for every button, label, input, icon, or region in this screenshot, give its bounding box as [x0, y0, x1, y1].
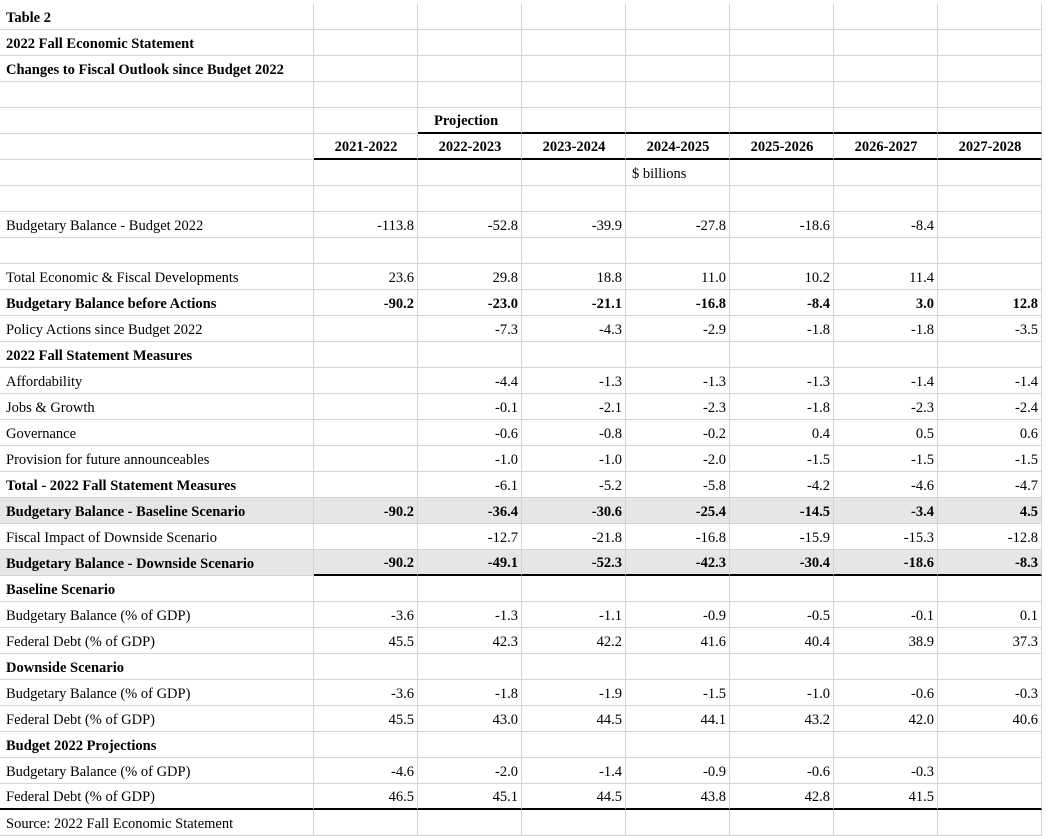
row-baseline-balance-gdp [0, 602, 1046, 628]
row-balance-before-actions [0, 290, 1046, 316]
value-cell-2021-2022: -3.6 [314, 602, 418, 628]
row-b22-balance-gdp [0, 758, 1046, 784]
value-cell-2026-2027: -0.3 [834, 758, 938, 784]
value-cell-2027-2028 [938, 758, 1042, 784]
value-cell-2023-2024: -1.9 [522, 680, 626, 706]
value-cell-2025-2026: -1.3 [730, 368, 834, 394]
year-header-2021-2022: 2021-2022 [314, 134, 418, 160]
value-cell-2024-2025: -1.3 [626, 368, 730, 394]
empty-cell [418, 732, 522, 758]
empty-cell [834, 186, 938, 212]
value-cell-2023-2024: -39.9 [522, 212, 626, 238]
value-cell-2025-2026: -1.8 [730, 316, 834, 342]
value-cell-2024-2025: -16.8 [626, 290, 730, 316]
value-cell-2027-2028: -12.8 [938, 524, 1042, 550]
value-cell-2025-2026: -15.9 [730, 524, 834, 550]
empty-cell [0, 134, 314, 160]
empty-cell [418, 342, 522, 368]
value-cell-2026-2027: -18.6 [834, 550, 938, 576]
year-header-2024-2025: 2024-2025 [626, 134, 730, 160]
empty-cell [314, 810, 418, 836]
statement-title [0, 30, 1046, 56]
row-label: Budgetary Balance before Actions [0, 290, 314, 316]
empty-cell [522, 654, 626, 680]
year-header-2022-2023: 2022-2023 [418, 134, 522, 160]
empty-cell [834, 732, 938, 758]
source-note [0, 810, 1046, 836]
row-budget-2022 [0, 212, 1046, 238]
row-baseline-balance [0, 498, 1046, 524]
empty-cell [314, 160, 418, 186]
value-cell-2022-2023: 43.0 [418, 706, 522, 732]
empty-cell [730, 30, 834, 56]
empty-cell [522, 108, 626, 134]
value-cell-2023-2024: -2.1 [522, 394, 626, 420]
value-cell-2022-2023: -49.1 [418, 550, 522, 576]
row-label: Budgetary Balance - Baseline Scenario [0, 498, 314, 524]
row-label: Federal Debt (% of GDP) [0, 706, 314, 732]
empty-cell [522, 576, 626, 602]
units-row [0, 160, 1046, 186]
value-cell-2026-2027: -2.3 [834, 394, 938, 420]
empty-cell [522, 810, 626, 836]
year-header-2025-2026: 2025-2026 [730, 134, 834, 160]
empty-cell [314, 108, 418, 134]
row-downside-debt-gdp [0, 706, 1046, 732]
value-cell-2026-2027: -1.8 [834, 316, 938, 342]
empty-cell [314, 30, 418, 56]
empty-cell [626, 732, 730, 758]
value-cell-2026-2027: -0.1 [834, 602, 938, 628]
value-cell-2022-2023: -0.1 [418, 394, 522, 420]
value-cell-2022-2023: -1.3 [418, 602, 522, 628]
value-cell-2022-2023: -1.8 [418, 680, 522, 706]
empty-cell [626, 4, 730, 30]
section-fall-measures-label: 2022 Fall Statement Measures [0, 342, 314, 368]
empty-cell [418, 576, 522, 602]
empty-cell [418, 186, 522, 212]
empty-cell [418, 82, 522, 108]
spacer-row [0, 238, 1046, 264]
value-cell-2027-2028 [938, 212, 1042, 238]
empty-cell [834, 82, 938, 108]
empty-cell [626, 186, 730, 212]
section-baseline-scenario [0, 576, 1046, 602]
statement-title-text: 2022 Fall Economic Statement [0, 30, 314, 56]
year-header-2023-2024: 2023-2024 [522, 134, 626, 160]
value-cell-2023-2024: -52.3 [522, 550, 626, 576]
value-cell-2023-2024: -21.8 [522, 524, 626, 550]
value-cell-2022-2023: 45.1 [418, 784, 522, 810]
value-cell-2025-2026: 40.4 [730, 628, 834, 654]
empty-cell [314, 342, 418, 368]
empty-cell [730, 56, 834, 82]
value-cell-2023-2024: 44.5 [522, 784, 626, 810]
value-cell-2025-2026: -1.0 [730, 680, 834, 706]
value-cell-2025-2026: -8.4 [730, 290, 834, 316]
value-cell-2027-2028: -1.5 [938, 446, 1042, 472]
empty-cell [730, 108, 834, 134]
value-cell-2024-2025: 43.8 [626, 784, 730, 810]
empty-cell [418, 30, 522, 56]
empty-cell [626, 108, 730, 134]
row-baseline-debt-gdp [0, 628, 1046, 654]
value-cell-2021-2022: 23.6 [314, 264, 418, 290]
row-label: Provision for future announceables [0, 446, 314, 472]
section-fall-measures [0, 342, 1046, 368]
empty-cell [938, 56, 1042, 82]
empty-cell [626, 654, 730, 680]
value-cell-2026-2027: -3.4 [834, 498, 938, 524]
value-cell-2024-2025: 44.1 [626, 706, 730, 732]
value-cell-2027-2028: 4.5 [938, 498, 1042, 524]
row-label: Fiscal Impact of Downside Scenario [0, 524, 314, 550]
value-cell-2023-2024: 44.5 [522, 706, 626, 732]
empty-cell [626, 342, 730, 368]
empty-cell [834, 160, 938, 186]
year-header-row [0, 134, 1046, 160]
empty-cell [626, 576, 730, 602]
value-cell-2026-2027: 3.0 [834, 290, 938, 316]
empty-cell [938, 4, 1042, 30]
row-label: Jobs & Growth [0, 394, 314, 420]
value-cell-2023-2024: 18.8 [522, 264, 626, 290]
row-label: Governance [0, 420, 314, 446]
empty-cell [938, 654, 1042, 680]
value-cell-2027-2028: -2.4 [938, 394, 1042, 420]
empty-cell [418, 160, 522, 186]
empty-cell [626, 30, 730, 56]
value-cell-2024-2025: -25.4 [626, 498, 730, 524]
table-subtitle [0, 56, 1046, 82]
row-downside-impact [0, 524, 1046, 550]
empty-cell [938, 30, 1042, 56]
empty-cell [834, 30, 938, 56]
row-label: Budgetary Balance (% of GDP) [0, 602, 314, 628]
value-cell-2024-2025: -2.0 [626, 446, 730, 472]
empty-cell [314, 82, 418, 108]
table-subtitle-text: Changes to Fiscal Outlook since Budget 2022 [0, 56, 314, 82]
empty-cell [0, 82, 314, 108]
value-cell-2026-2027: 42.0 [834, 706, 938, 732]
row-b22-debt-gdp [0, 784, 1046, 810]
projection-header-row [0, 108, 1046, 134]
value-cell-2027-2028: -0.3 [938, 680, 1042, 706]
empty-cell [626, 238, 730, 264]
empty-cell [522, 238, 626, 264]
empty-cell [834, 576, 938, 602]
row-policy-actions [0, 316, 1046, 342]
table-label [0, 4, 1046, 30]
value-cell-2022-2023: 42.3 [418, 628, 522, 654]
empty-cell [522, 56, 626, 82]
value-cell-2024-2025: -0.9 [626, 758, 730, 784]
empty-cell [626, 56, 730, 82]
empty-cell [938, 576, 1042, 602]
value-cell-2021-2022: -90.2 [314, 550, 418, 576]
value-cell-2027-2028: 12.8 [938, 290, 1042, 316]
value-cell-2021-2022: -90.2 [314, 498, 418, 524]
value-cell-2021-2022: -113.8 [314, 212, 418, 238]
value-cell-2026-2027: 38.9 [834, 628, 938, 654]
section-budget-2022-projections-label: Budget 2022 Projections [0, 732, 314, 758]
value-cell-2025-2026: -0.6 [730, 758, 834, 784]
empty-cell [938, 810, 1042, 836]
empty-cell [0, 186, 314, 212]
section-baseline-scenario-label: Baseline Scenario [0, 576, 314, 602]
row-label: Budgetary Balance - Budget 2022 [0, 212, 314, 238]
row-label: Budgetary Balance (% of GDP) [0, 680, 314, 706]
empty-cell [522, 160, 626, 186]
row-label: Policy Actions since Budget 2022 [0, 316, 314, 342]
row-label: Total Economic & Fiscal Developments [0, 264, 314, 290]
empty-cell [938, 732, 1042, 758]
value-cell-2025-2026: -14.5 [730, 498, 834, 524]
value-cell-2025-2026: -0.5 [730, 602, 834, 628]
value-cell-2022-2023: 29.8 [418, 264, 522, 290]
value-cell-2027-2028: 0.6 [938, 420, 1042, 446]
row-total-fall-measures [0, 472, 1046, 498]
value-cell-2026-2027: 0.5 [834, 420, 938, 446]
value-cell-2025-2026: 43.2 [730, 706, 834, 732]
empty-cell [730, 810, 834, 836]
value-cell-2021-2022: -4.6 [314, 758, 418, 784]
value-cell-2026-2027: -1.4 [834, 368, 938, 394]
empty-cell [418, 810, 522, 836]
empty-cell [626, 810, 730, 836]
value-cell-2027-2028: -4.7 [938, 472, 1042, 498]
empty-cell [314, 56, 418, 82]
value-cell-2021-2022 [314, 394, 418, 420]
empty-cell [0, 238, 314, 264]
empty-cell [418, 238, 522, 264]
empty-cell [938, 342, 1042, 368]
source-note-text: Source: 2022 Fall Economic Statement [0, 810, 314, 836]
value-cell-2024-2025: -16.8 [626, 524, 730, 550]
row-label: Federal Debt (% of GDP) [0, 628, 314, 654]
value-cell-2023-2024: -30.6 [522, 498, 626, 524]
empty-cell [314, 4, 418, 30]
empty-cell [626, 82, 730, 108]
value-cell-2024-2025: -42.3 [626, 550, 730, 576]
value-cell-2022-2023: -52.8 [418, 212, 522, 238]
empty-cell [418, 4, 522, 30]
row-provision-announceables [0, 446, 1046, 472]
empty-cell [314, 654, 418, 680]
value-cell-2027-2028: 40.6 [938, 706, 1042, 732]
value-cell-2022-2023: -2.0 [418, 758, 522, 784]
value-cell-2021-2022: -3.6 [314, 680, 418, 706]
value-cell-2027-2028: 0.1 [938, 602, 1042, 628]
value-cell-2021-2022 [314, 446, 418, 472]
empty-cell [730, 654, 834, 680]
value-cell-2021-2022 [314, 368, 418, 394]
empty-cell [522, 186, 626, 212]
value-cell-2025-2026: -1.5 [730, 446, 834, 472]
value-cell-2024-2025: -2.3 [626, 394, 730, 420]
empty-cell [0, 160, 314, 186]
empty-cell [522, 342, 626, 368]
value-cell-2026-2027: -15.3 [834, 524, 938, 550]
empty-cell [418, 654, 522, 680]
value-cell-2024-2025: -5.8 [626, 472, 730, 498]
value-cell-2027-2028: -3.5 [938, 316, 1042, 342]
empty-cell [834, 238, 938, 264]
value-cell-2025-2026: 0.4 [730, 420, 834, 446]
empty-cell [522, 82, 626, 108]
empty-cell [938, 160, 1042, 186]
row-label: Affordability [0, 368, 314, 394]
value-cell-2026-2027: -4.6 [834, 472, 938, 498]
value-cell-2026-2027: -8.4 [834, 212, 938, 238]
value-cell-2025-2026: -30.4 [730, 550, 834, 576]
section-downside-scenario-label: Downside Scenario [0, 654, 314, 680]
value-cell-2023-2024: -1.3 [522, 368, 626, 394]
value-cell-2024-2025: -1.5 [626, 680, 730, 706]
value-cell-2023-2024: -21.1 [522, 290, 626, 316]
empty-cell [834, 108, 938, 134]
empty-cell [314, 732, 418, 758]
empty-cell [730, 186, 834, 212]
row-label: Budgetary Balance - Downside Scenario [0, 550, 314, 576]
empty-cell [938, 82, 1042, 108]
empty-cell [522, 30, 626, 56]
value-cell-2023-2024: -1.1 [522, 602, 626, 628]
value-cell-2025-2026: -18.6 [730, 212, 834, 238]
empty-cell [730, 342, 834, 368]
empty-cell [730, 160, 834, 186]
row-affordability [0, 368, 1046, 394]
value-cell-2021-2022: 45.5 [314, 628, 418, 654]
empty-cell [730, 576, 834, 602]
value-cell-2026-2027: -1.5 [834, 446, 938, 472]
empty-cell [938, 238, 1042, 264]
empty-cell [834, 4, 938, 30]
empty-cell [730, 238, 834, 264]
row-economic-fiscal-developments [0, 264, 1046, 290]
row-governance [0, 420, 1046, 446]
value-cell-2024-2025: -2.9 [626, 316, 730, 342]
empty-cell [314, 238, 418, 264]
value-cell-2021-2022 [314, 420, 418, 446]
section-budget-2022-projections [0, 732, 1046, 758]
empty-cell [0, 108, 314, 134]
value-cell-2026-2027: 41.5 [834, 784, 938, 810]
value-cell-2027-2028 [938, 264, 1042, 290]
value-cell-2025-2026: -1.8 [730, 394, 834, 420]
empty-cell [834, 342, 938, 368]
empty-cell [730, 732, 834, 758]
value-cell-2026-2027: 11.4 [834, 264, 938, 290]
empty-cell [522, 732, 626, 758]
row-jobs-growth [0, 394, 1046, 420]
row-downside-balance-gdp [0, 680, 1046, 706]
section-downside-scenario [0, 654, 1046, 680]
value-cell-2024-2025: -0.9 [626, 602, 730, 628]
value-cell-2021-2022 [314, 472, 418, 498]
empty-cell [834, 56, 938, 82]
empty-cell [938, 108, 1042, 134]
value-cell-2024-2025: -0.2 [626, 420, 730, 446]
empty-cell [314, 186, 418, 212]
value-cell-2023-2024: -4.3 [522, 316, 626, 342]
value-cell-2024-2025: -27.8 [626, 212, 730, 238]
projection-label: Projection [418, 108, 522, 134]
row-label: Budgetary Balance (% of GDP) [0, 758, 314, 784]
value-cell-2022-2023: -0.6 [418, 420, 522, 446]
value-cell-2021-2022: 46.5 [314, 784, 418, 810]
value-cell-2022-2023: -12.7 [418, 524, 522, 550]
empty-cell [730, 4, 834, 30]
row-downside-balance [0, 550, 1046, 576]
value-cell-2027-2028: -1.4 [938, 368, 1042, 394]
value-cell-2023-2024: -1.0 [522, 446, 626, 472]
value-cell-2025-2026: -4.2 [730, 472, 834, 498]
empty-cell [314, 576, 418, 602]
value-cell-2021-2022 [314, 316, 418, 342]
empty-cell [418, 56, 522, 82]
row-label: Total - 2022 Fall Statement Measures [0, 472, 314, 498]
value-cell-2022-2023: -36.4 [418, 498, 522, 524]
value-cell-2021-2022 [314, 524, 418, 550]
empty-cell [834, 810, 938, 836]
empty-cell [834, 654, 938, 680]
value-cell-2025-2026: 42.8 [730, 784, 834, 810]
table-label-text: Table 2 [0, 4, 314, 30]
units-label: $ billions [626, 160, 730, 186]
empty-cell [938, 186, 1042, 212]
value-cell-2026-2027: -0.6 [834, 680, 938, 706]
value-cell-2021-2022: 45.5 [314, 706, 418, 732]
year-header-2027-2028: 2027-2028 [938, 134, 1042, 160]
spacer-row [0, 82, 1046, 108]
empty-cell [730, 82, 834, 108]
value-cell-2025-2026: 10.2 [730, 264, 834, 290]
value-cell-2022-2023: -23.0 [418, 290, 522, 316]
value-cell-2023-2024: -5.2 [522, 472, 626, 498]
value-cell-2022-2023: -6.1 [418, 472, 522, 498]
value-cell-2022-2023: -1.0 [418, 446, 522, 472]
value-cell-2021-2022: -90.2 [314, 290, 418, 316]
value-cell-2027-2028 [938, 784, 1042, 810]
empty-cell [522, 4, 626, 30]
value-cell-2022-2023: -4.4 [418, 368, 522, 394]
spacer-row [0, 186, 1046, 212]
value-cell-2024-2025: 41.6 [626, 628, 730, 654]
value-cell-2027-2028: -8.3 [938, 550, 1042, 576]
value-cell-2022-2023: -7.3 [418, 316, 522, 342]
value-cell-2023-2024: -0.8 [522, 420, 626, 446]
value-cell-2027-2028: 37.3 [938, 628, 1042, 654]
row-label: Federal Debt (% of GDP) [0, 784, 314, 810]
value-cell-2023-2024: -1.4 [522, 758, 626, 784]
year-header-2026-2027: 2026-2027 [834, 134, 938, 160]
value-cell-2024-2025: 11.0 [626, 264, 730, 290]
value-cell-2023-2024: 42.2 [522, 628, 626, 654]
